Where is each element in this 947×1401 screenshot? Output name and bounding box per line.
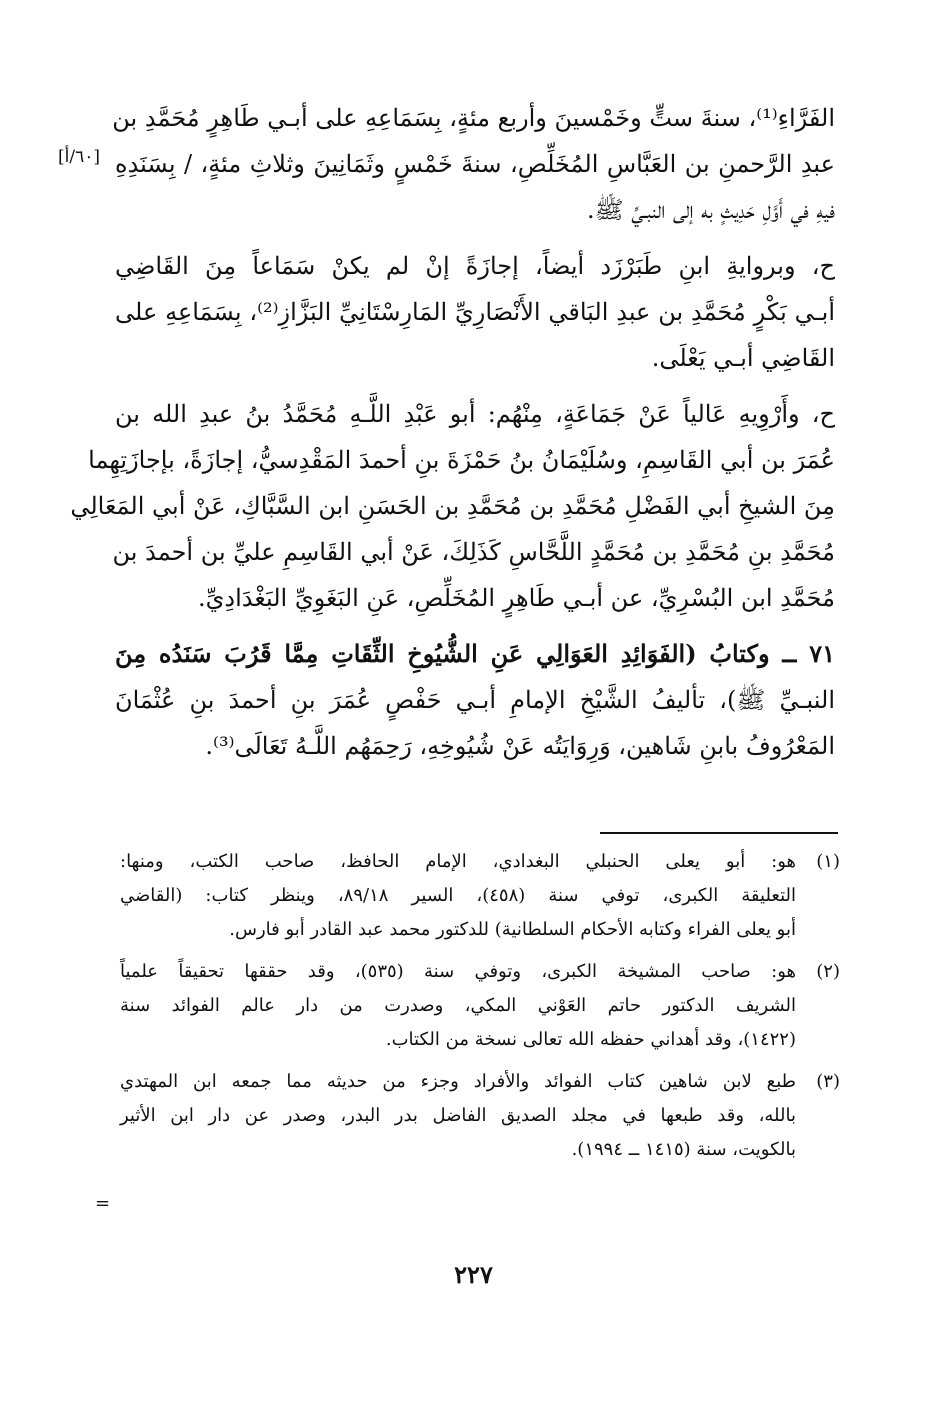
- text-line: الفَرَّاءِ⁽¹⁾، سنةَ ستٍّ وخَمْسينَ وأربع مئةٍ، بِسَمَاعِهِ على أبـي طَاهِرٍ مُحَمَّدِ بن: [112, 104, 835, 132]
- text-line: عُمَرَ بن أبي القَاسِمِ، وسُلَيْمَانُ بنُ حَمْزَةَ بنِ أحمدَ المَقْدِسيُّ، إجازَةً، بإجازَتِهِما: [88, 446, 835, 474]
- text-line: النبـيِّ ﷺ)، تأليفُ الشَّيْخِ الإمامِ أبـي حَفْصٍ عُمَرَ بنِ أحمدَ بنِ عُثْمَانَ: [115, 686, 835, 714]
- text-line: ٧١ ــ وكتابُ (الفَوَائِدِ العَوَالِي عَنِ الشُّيُوخِ الثِّقَاتِ مِمَّا قَرُبَ سَنَدُه مِنَ: [115, 639, 835, 668]
- footnote-line: التعليقة الكبرى، توفي سنة (٤٥٨)، السير ٨٩/١٨، وينظر كتاب: (القاضي: [120, 885, 797, 906]
- footnote-number: (٢): [816, 961, 840, 982]
- text-line: المَعْرُوفُ بابنِ شَاهين، وَرِوَايَتُه عَنْ شُيُوخِهِ، رَحِمَهُم اللَّـهُ تَعَالَى⁽³⁾.: [205, 732, 835, 760]
- text-line: مُحَمَّدِ بنِ مُحَمَّدِ بن مُحَمَّدٍ اللَّحَّاسِ كَذَلِكَ، عَنْ أبي القَاسِمِ عليِّ بن أحمدَ بن: [112, 538, 835, 566]
- footnote-separator: [600, 832, 838, 834]
- footnote: [120, 845, 840, 947]
- footnote-number: (٣): [816, 1071, 840, 1092]
- footnote-line: الشريف الدكتور حاتم العَوْني المكي، وصدرت من دار عالم الفوائد سنة: [120, 995, 796, 1016]
- text-line: القَاضِي أبـي يَعْلَى.: [651, 344, 835, 372]
- text-line: عبدِ الرَّحمنِ بن العَبَّاسِ المُخَلِّصِ، سنةَ خَمْسٍ وثَمَانِينَ وثلاثِ مئةٍ، / بِسَنَدِهِ: [115, 150, 835, 178]
- continuation-mark: =: [95, 1193, 111, 1214]
- footnote-line: هو: صاحب المشيخة الكبرى، وتوفي سنة (٥٣٥)، وقد حققها تحقيقاً علمياً: [120, 961, 796, 982]
- text-line: مُحَمَّدِ ابن البُسْرِيِّ، عن أبـي طَاهِرٍ المُخَلِّصِ، عَنِ البَغَوِيِّ البَغْدَادِيِّ.: [198, 584, 835, 612]
- folio-margin-note: [٦٠/أ]: [58, 147, 100, 167]
- footnote-line: بالكويت، سنة (١٤١٥ ــ ١٩٩٤).: [571, 1139, 796, 1160]
- footnote-number: (١): [816, 851, 840, 872]
- footnote-line: طبع لابن شاهين كتاب الفوائد والأفراد وجزء من حديثه مما جمعه ابن المهتدي: [120, 1071, 796, 1092]
- page-number: ٢٢٧: [454, 1260, 493, 1289]
- text-line: ح، وبروايةِ ابنِ طَبَرْزَد أيضاً، إجازَةً إنْ لم يكنْ سَمَاعاً مِنَ القَاضِي: [115, 252, 835, 280]
- text-line: فيهِ في أَوَّلِ حَدِيثٍ به إلى النبـيِّ ﷺ.: [587, 196, 835, 224]
- footnote-line: هو: أبو يعلى الحنبلي البغدادي، الإمام الحافظ، صاحب الكتب، ومنها:: [120, 851, 796, 872]
- footnote: [120, 1065, 840, 1167]
- footnotes: [120, 845, 840, 1175]
- text-line: ح، وأَرْوِيهِ عَالياً عَنْ جَمَاعَةٍ، مِنْهُم: أبو عَبْدِ اللَّـهِ مُحَمَّدُ بنُ عبدِ الله بن: [115, 400, 835, 428]
- text-line: أبـي بَكْرٍ مُحَمَّدِ بن عبدِ البَاقي الأَنْصَارِيِّ المَارِسْتَانِيِّ البَزَّازِ⁽²⁾، بِسَمَاعِهِ على: [115, 298, 835, 326]
- footnote-line: (١٤٢٢)، وقد أهداني حفظه الله تعالى نسخة من الكتاب.: [385, 1029, 796, 1050]
- footnote-line: أبو يعلى الفراء وكتابه الأحكام السلطانية) للدكتور محمد عبد القادر أبو فارس.: [229, 919, 796, 940]
- text-line: مِنَ الشيخِ أبي الفَضْلِ مُحَمَّدِ بن مُحَمَّدِ بن الحَسَنِ ابن السَّبَّاكِ، عَنْ أبي المَعَالِي: [70, 492, 835, 520]
- footnote: [120, 955, 840, 1057]
- footnote-line: بالله، وقد طبعها في مجلد الصديق الفاضل بدر البدر، وصدر عن دار ابن الأثير: [120, 1105, 796, 1126]
